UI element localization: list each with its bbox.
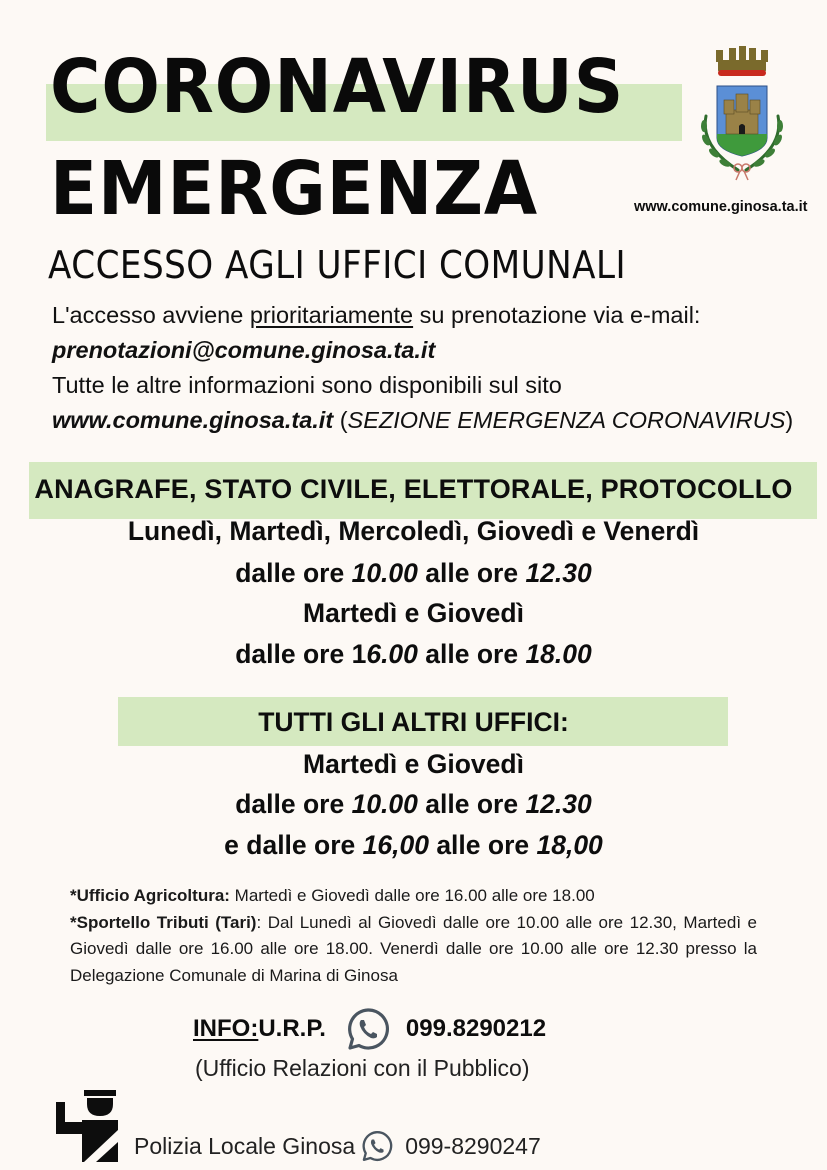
note-text: : Dal Lunedì al Giovedì dalle ore 10.00 alle ore 12.30, Martedì e Giovedì dalle ore 16.00 alle ore 18.00. Venerdì dalle ore 10.00 alle ore 12.30 presso la Delegazione Comunale di Marina di Ginosa [70,912,757,985]
traffic-police-icon [56,1090,120,1162]
hours-to: 12.30 [525,558,592,588]
hours-from: 16,00 [362,830,429,860]
hours-from: 10.00 [351,789,418,819]
paren-open: ( [333,407,348,433]
hours-from: 6.00 [366,639,418,669]
anagrafe-hours-morning [0,558,827,589]
police-phone[interactable]: 099-8290247 [405,1132,541,1159]
hours-pre: dalle ore [235,789,352,819]
note-agricoltura [70,883,757,910]
anagrafe-heading: ANAGRAFE, STATO CIVILE, ELETTORALE, PROTOCOLLO [34,474,793,504]
altri-days: Martedì e Giovedì [303,749,524,779]
whatsapp-icon [361,1130,393,1162]
whatsapp-icon [346,1007,390,1051]
note-label: *Ufficio Agricoltura: [70,886,230,905]
hours-from: 10.00 [351,558,418,588]
website-link[interactable]: www.comune.ginosa.ta.it [52,407,334,433]
anagrafe-days-weekdays: Lunedì, Martedì, Mercoledì, Giovedì e Venerdì [127,516,700,546]
hours-to: 18.00 [525,639,592,669]
note-text: Martedì e Giovedì dalle ore 16.00 alle ore 18.00 [229,886,595,905]
police-name: Polizia Locale Ginosa [134,1132,356,1159]
intro-line3: Tutte le altre informazioni sono disponibili sul sito [52,372,562,398]
hours-to: 12.30 [525,789,592,819]
hours-mid: alle ore [417,639,526,669]
intro-text [52,298,812,438]
anagrafe-days-tue-thu: Martedì e Giovedì [303,598,524,628]
coat-of-arms-icon [694,46,790,186]
intro-line1-suffix: su prenotazione via e-mail: [413,302,701,328]
info-office-full: (Ufficio Relazioni con il Pubblico) [195,1055,530,1081]
altri-hours-morning [0,789,827,820]
title-coronavirus: CORONAVIRUS [50,44,625,130]
intro-line1-prefix: L'accesso avviene [52,302,250,328]
hours-pre: dalle ore [235,558,352,588]
hours-to: 18,00 [536,830,603,860]
hours-mid: alle ore [428,830,537,860]
hours-mid: alle ore [417,789,526,819]
info-office: U.R.P. [258,1015,326,1042]
note-label: *Sportello Tributi (Tari) [70,912,257,932]
hours-mid: alle ore [417,558,526,588]
info-phone[interactable]: 099.8290212 [405,1015,547,1042]
title-emergenza: EMERGENZA [50,146,539,232]
altri-hours-afternoon [0,830,827,861]
police-contact-row [134,1130,541,1162]
note-tributi [70,910,757,990]
paren-close: ) [785,407,794,433]
hours-pre: dalle ore 1 [235,639,367,669]
office-notes [70,883,757,989]
subtitle: ACCESSO AGLI UFFICI COMUNALI [48,243,627,287]
altri-heading: TUTTI GLI ALTRI UFFICI: [258,707,569,737]
hours-pre: e dalle ore [224,830,363,860]
section-name: SEZIONE EMERGENZA CORONAVIRUS [347,407,786,433]
booking-email-link[interactable]: prenotazioni@comune.ginosa.ta.it [52,337,436,363]
website-header[interactable]: www.comune.ginosa.ta.it [634,199,808,215]
priority-word: prioritariamente [249,302,414,328]
info-label: INFO: [193,1015,259,1042]
info-urp-row [193,1007,546,1051]
anagrafe-hours-afternoon [0,639,827,670]
